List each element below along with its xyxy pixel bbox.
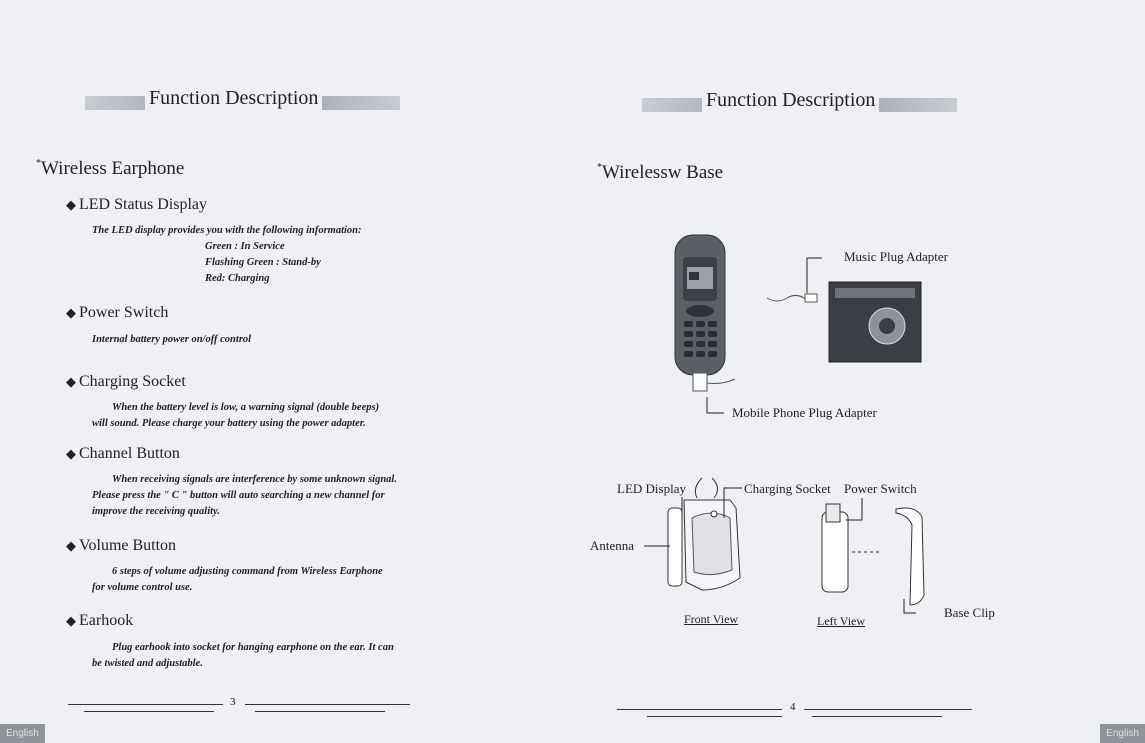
item-subline: Green : In Service xyxy=(205,241,285,252)
footer-rule xyxy=(804,709,972,710)
label-led-display: LED Display xyxy=(617,481,686,496)
item-heading-earhook: ◆ Earhook xyxy=(66,612,134,629)
footer-rule xyxy=(84,711,214,712)
left-page xyxy=(0,0,572,743)
item-heading-led-status: ◆ LED Status Display xyxy=(66,196,207,213)
footer-rule xyxy=(255,711,385,712)
label-base-clip: Base Clip xyxy=(944,605,995,620)
item-heading-charging-socket: ◆ Charging Socket xyxy=(66,373,186,390)
item-desc: 6 steps of volume adjusting command from Wireless Earphone xyxy=(112,566,383,577)
section-title: *Wirelessw Base xyxy=(597,162,724,183)
item-desc: Please press the " C " button will auto searching a new channel for xyxy=(92,490,385,501)
language-tab: English xyxy=(0,724,45,743)
item-desc: When receiving signals are interference by some unknown signal. xyxy=(112,474,397,485)
callout-line xyxy=(722,488,752,528)
callout-line xyxy=(680,497,720,527)
item-desc: be twisted and adjustable. xyxy=(92,658,203,669)
item-subline: Red: Charging xyxy=(205,273,270,284)
item-heading-volume-button: ◆ Volume Button xyxy=(66,537,177,554)
item-desc: When the battery level is low, a warning signal (double beeps) xyxy=(112,402,380,413)
callout-line xyxy=(842,498,882,538)
page-number: 3 xyxy=(230,696,236,708)
language-tab: English xyxy=(1100,724,1145,743)
item-desc: Internal battery power on/off control xyxy=(92,334,252,345)
mobile-phone-image xyxy=(667,235,747,395)
item-desc: for volume control use. xyxy=(92,582,193,593)
footer-rule xyxy=(68,704,223,705)
label-mobile-plug: Mobile Phone Plug Adapter xyxy=(732,405,877,420)
callout-line xyxy=(644,542,674,552)
label-front-view: Front View xyxy=(684,612,739,626)
section-title: *Wireless Earphone xyxy=(36,158,185,179)
item-heading-channel-button: ◆ Channel Button xyxy=(66,445,180,462)
item-desc: will sound. Please charge your battery using the power adapter. xyxy=(92,418,366,429)
label-power-switch: Power Switch xyxy=(844,481,917,496)
item-desc: improve the receiving quality. xyxy=(92,506,220,517)
base-clip-image xyxy=(892,505,932,615)
item-desc: Plug earhook into socket for hanging earphone on the ear. It can xyxy=(112,642,394,653)
label-antenna: Antenna xyxy=(590,538,635,553)
footer-rule xyxy=(812,716,942,717)
footer-rule xyxy=(647,716,782,717)
label-left-view: Left View xyxy=(817,614,866,628)
page-header: Function Description xyxy=(702,89,879,112)
page-number: 4 xyxy=(790,701,796,713)
label-music-plug: Music Plug Adapter xyxy=(844,249,948,264)
right-page xyxy=(572,0,1145,743)
footer-rule xyxy=(617,709,782,710)
item-subline: Flashing Green : Stand-by xyxy=(205,257,321,268)
item-heading-power-switch: ◆ Power Switch xyxy=(66,304,169,321)
page-header: Function Description xyxy=(145,87,322,110)
item-desc: The LED display provides you with the following information: xyxy=(92,225,362,236)
footer-rule xyxy=(245,704,410,705)
label-charging-socket: Charging Socket xyxy=(744,481,831,496)
